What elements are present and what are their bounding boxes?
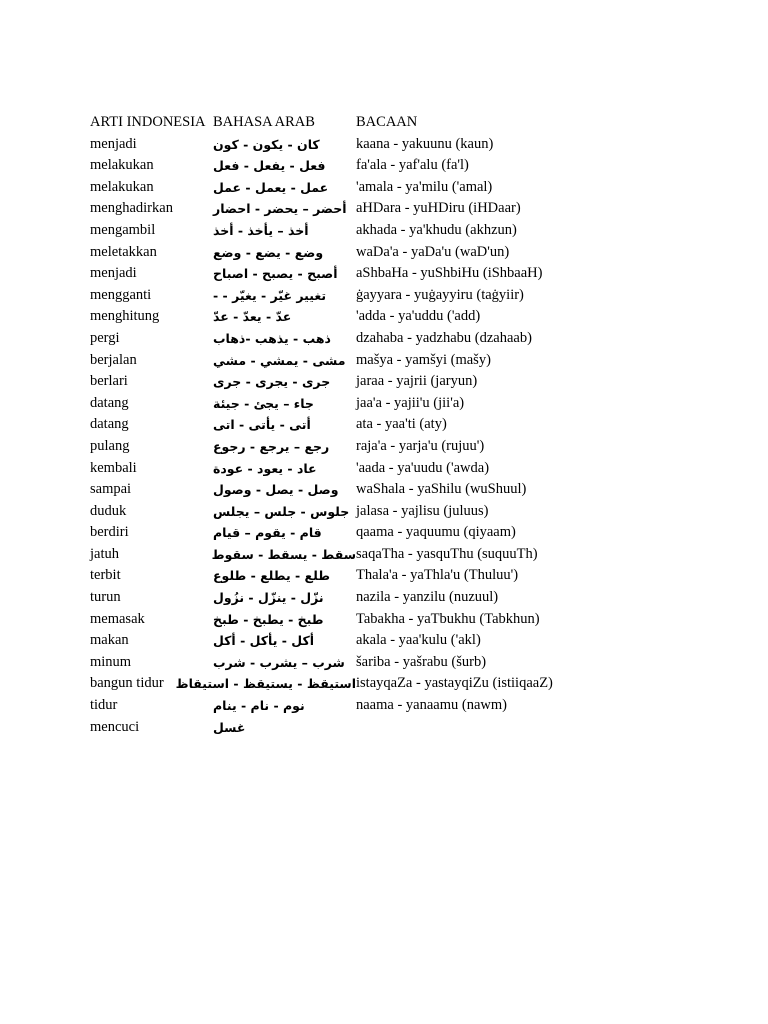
- cell-indonesia: menghadirkan: [90, 200, 173, 217]
- table-row: [90, 393, 690, 415]
- cell-bacaan: mašya - yamšyi (mašy): [356, 351, 491, 368]
- cell-indonesia: tidur: [90, 697, 118, 714]
- cell-arab: قام - يقوم – قيام: [213, 525, 322, 541]
- cell-arab: سقط - يسقط - سقوط: [211, 546, 356, 562]
- cell-arab: جرى - يجرى - جرى: [213, 374, 331, 390]
- table-row: [90, 609, 690, 631]
- cell-arab: أكل - يأكل - أكل: [213, 633, 315, 649]
- cell-indonesia: melakukan: [90, 157, 154, 174]
- cell-indonesia: mengganti: [90, 286, 152, 303]
- table-row: [90, 242, 690, 264]
- cell-arab: أخذ – يأخذ - أخذ: [213, 222, 309, 238]
- cell-arab: ذهب - يذهب -ذهاب: [213, 330, 331, 346]
- table-row: [90, 328, 690, 350]
- cell-arab: تغيير غيّر - يغيّر - -: [213, 287, 327, 303]
- cell-arab: جلوس - جلس – يجلس: [213, 503, 350, 519]
- cell-bacaan: jalasa - yajlisu (juluus): [356, 502, 489, 519]
- cell-arab: أصبح - يصبح - اصباح: [213, 266, 338, 282]
- table-row: [90, 414, 690, 436]
- table-body: [90, 134, 690, 739]
- cell-bacaan: aShbaHa - yuShbiHu (iShbaaH): [356, 265, 543, 282]
- table-row: [90, 220, 690, 242]
- cell-indonesia: menjadi: [90, 135, 137, 152]
- cell-indonesia: meletakkan: [90, 243, 157, 260]
- table-row: [90, 587, 690, 609]
- cell-arab: أحضر – يحضر - احضار: [213, 201, 347, 217]
- table-row: [90, 695, 690, 717]
- table-row: [90, 306, 690, 328]
- cell-arab: غسل: [213, 719, 246, 735]
- cell-bacaan: 'adda - ya'uddu ('add): [356, 308, 481, 325]
- table-row: [90, 522, 690, 544]
- vocabulary-table: [90, 112, 690, 738]
- header-bahasa-arab: BAHASA ARAB: [213, 114, 315, 130]
- cell-indonesia: turun: [90, 589, 121, 606]
- table-row: [90, 350, 690, 372]
- cell-arab: وضع - يضع - وضع: [213, 244, 324, 260]
- cell-arab: شرب – يشرب - شرب: [213, 654, 345, 670]
- cell-arab: مشى - يمشي - مشي: [213, 352, 346, 368]
- cell-bacaan: [356, 717, 690, 739]
- cell-bacaan: qaama - yaquumu (qiyaam): [356, 524, 516, 541]
- table-row: [90, 177, 690, 199]
- cell-bacaan: Thala'a - yaThla'u (Thuluu'): [356, 567, 519, 584]
- cell-indonesia: pergi: [90, 329, 120, 346]
- cell-indonesia: kembali: [90, 459, 137, 476]
- cell-indonesia: duduk: [90, 502, 127, 519]
- table-row: [90, 436, 690, 458]
- table-row: [90, 630, 690, 652]
- table-row: [90, 134, 690, 156]
- cell-bacaan: Tabakha - yaTbukhu (Tabkhun): [356, 610, 540, 627]
- cell-bacaan: raja'a - yarja'u (rujuu'): [356, 437, 485, 454]
- table-row: [90, 479, 690, 501]
- cell-indonesia: memasak: [90, 610, 145, 627]
- cell-indonesia: pulang: [90, 437, 130, 454]
- cell-arab: رجع – يرجع - رجوع: [213, 438, 330, 454]
- cell-indonesia: datang: [90, 416, 129, 433]
- cell-arab: كان - يكون - كون: [213, 136, 320, 152]
- cell-indonesia: menjadi: [90, 265, 137, 282]
- cell-indonesia: makan: [90, 632, 129, 649]
- cell-bacaan: akala - yaa'kulu ('akl): [356, 632, 481, 649]
- cell-arab: عمل - يعمل - عمل: [213, 179, 329, 195]
- cell-bacaan: istayqaZa - yastayqiZu (istiiqaaZ): [356, 675, 553, 692]
- cell-indonesia: mengambil: [90, 221, 156, 238]
- cell-arab: وصل - يصل - وصول: [213, 482, 339, 498]
- cell-indonesia: sampai: [90, 481, 132, 498]
- table-header: [90, 112, 690, 134]
- cell-arab: استيقظ - يستيقظ - استيقاظ: [175, 676, 356, 692]
- cell-bacaan: kaana - yakuunu (kaun): [356, 135, 494, 152]
- cell-indonesia: datang: [90, 394, 129, 411]
- cell-bacaan: 'amala - ya'milu ('amal): [356, 178, 493, 195]
- cell-indonesia: berlari: [90, 373, 128, 390]
- cell-bacaan: 'aada - ya'uudu ('awda): [356, 459, 490, 476]
- cell-bacaan: aHDara - yuHDiru (iHDaar): [356, 200, 521, 217]
- header-arti-indonesia: ARTI INDONESIA: [90, 114, 206, 130]
- cell-arab: طلع - يطلع - طلوع: [213, 568, 330, 584]
- table-row: [90, 673, 690, 695]
- cell-arab: فعل - يفعل - فعل: [213, 158, 326, 174]
- header-bacaan: BACAAN: [356, 114, 418, 130]
- cell-bacaan: saqaTha - yasquThu (suquuTh): [356, 545, 538, 562]
- cell-bacaan: naama - yanaamu (nawm): [356, 697, 507, 714]
- cell-indonesia: jatuh: [90, 545, 119, 562]
- cell-indonesia: menghitung: [90, 308, 160, 325]
- cell-bacaan: ġayyara - yuġayyiru (taġyiir): [356, 286, 524, 303]
- cell-indonesia: bangun tidur: [90, 675, 164, 692]
- cell-indonesia: terbit: [90, 567, 121, 584]
- table-row: [90, 501, 690, 523]
- cell-arab: عدّ - يعدّ - عدّ: [213, 309, 292, 325]
- table-row: [90, 458, 690, 480]
- cell-bacaan: jaa'a - yajii'u (jii'a): [356, 394, 465, 411]
- cell-arab: جاء – يجئ - جيئة: [213, 395, 314, 411]
- table-row: [90, 544, 690, 566]
- cell-indonesia: melakukan: [90, 178, 154, 195]
- cell-arab: نزّل - ينزّل - نزُول: [213, 590, 324, 606]
- table-row: [90, 263, 690, 285]
- cell-arab: أتى - يأتى - اتى: [213, 417, 311, 433]
- cell-bacaan: waDa'a - yaDa'u (waD'un): [356, 243, 510, 260]
- cell-bacaan: jaraa - yajrii (jaryun): [356, 373, 478, 390]
- cell-indonesia: berjalan: [90, 351, 137, 368]
- table-row: [90, 565, 690, 587]
- cell-bacaan: waShala - yaShilu (wuShuul): [356, 481, 527, 498]
- cell-bacaan: dzahaba - yadzhabu (dzahaab): [356, 329, 532, 346]
- table-row: [90, 155, 690, 177]
- cell-arab: عاد - يعود - عودة: [213, 460, 317, 476]
- table-row: [90, 717, 690, 739]
- table-row: [90, 371, 690, 393]
- cell-indonesia: mencuci: [90, 718, 140, 735]
- cell-bacaan: nazila - yanzilu (nuzuul): [356, 589, 499, 606]
- cell-bacaan: šariba - yašrabu (šurb): [356, 653, 487, 670]
- cell-indonesia: berdiri: [90, 524, 129, 541]
- table-row: [90, 198, 690, 220]
- cell-bacaan: ata - yaa'ti (aty): [356, 416, 447, 433]
- cell-bacaan: fa'ala - yaf'alu (fa'l): [356, 157, 469, 174]
- cell-indonesia: minum: [90, 653, 132, 670]
- table-row: [90, 652, 690, 674]
- cell-arab: طبخ - يطبخ - طبخ: [213, 611, 324, 627]
- cell-bacaan: akhada - ya'khudu (akhzun): [356, 221, 517, 238]
- table-row: [90, 285, 690, 307]
- cell-arab: نوم - نام - ينام: [213, 698, 305, 714]
